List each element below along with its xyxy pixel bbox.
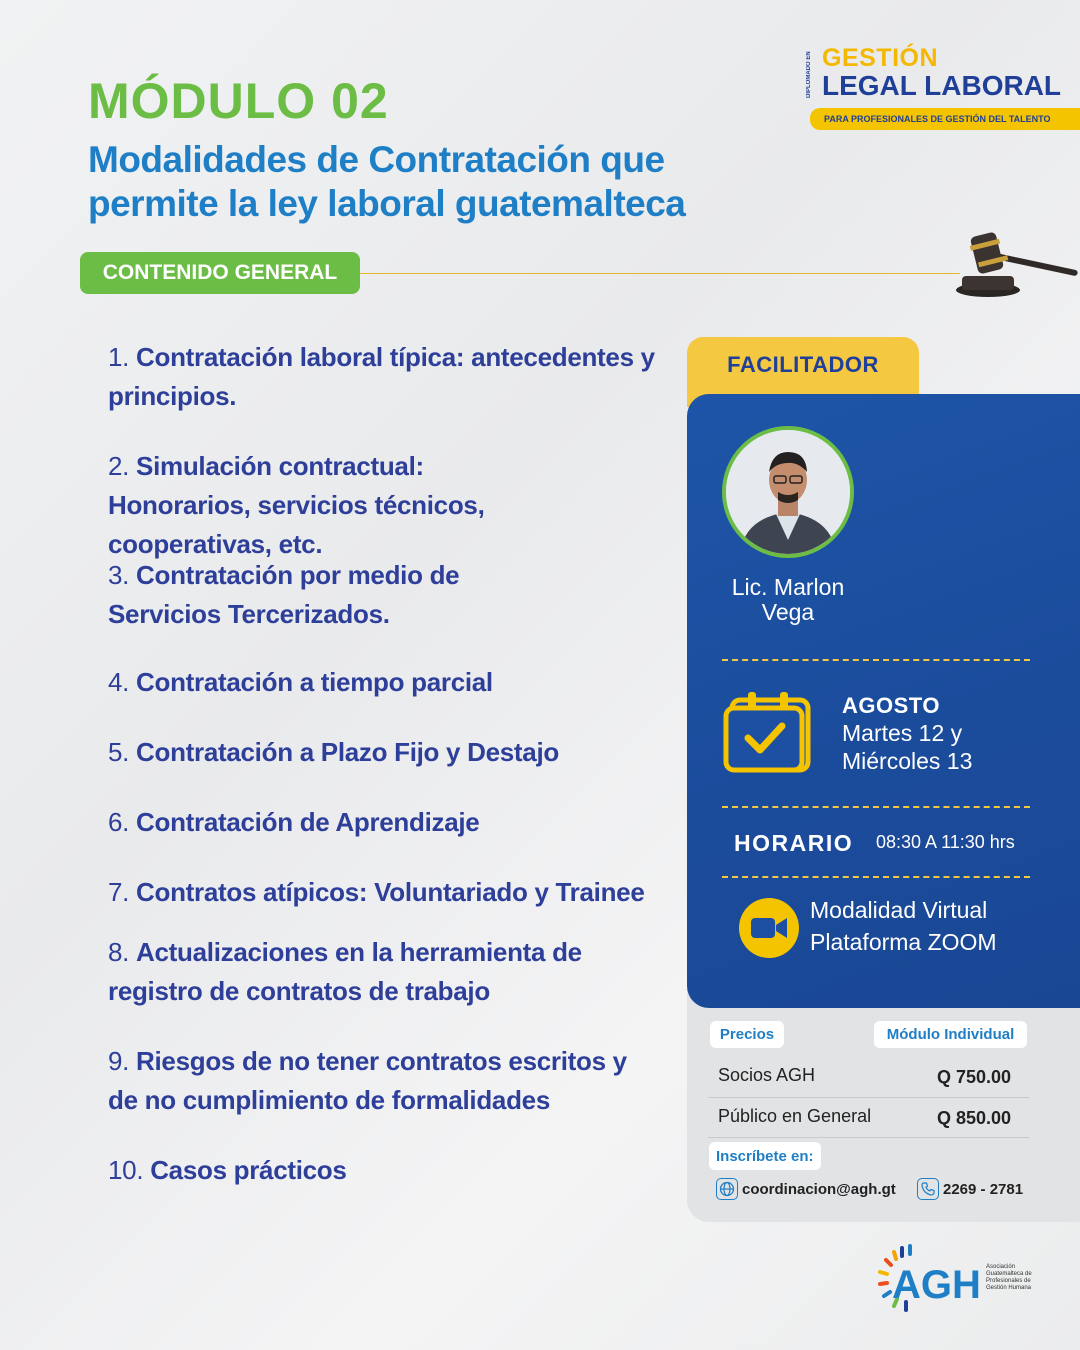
agh-logo-icon	[872, 1242, 982, 1318]
module-title: MÓDULO 02	[88, 73, 389, 129]
person-photo-icon	[726, 430, 850, 554]
price-value-members: Q 750.00	[937, 1067, 1012, 1087]
divider	[722, 876, 1030, 878]
modality-line-1: Modalidad Virtual	[810, 897, 988, 923]
module-individual-header: Módulo Individual	[874, 1021, 1027, 1048]
list-item: 2. Simulación contractual: Honorarios, servicios técnicos, cooperativas, etc.	[108, 451, 485, 559]
brand-tagline: PARA PROFESIONALES DE GESTIÓN DEL TALENTO	[810, 108, 1080, 130]
agh-logo-text: AGH	[892, 1263, 981, 1307]
event-days-line-2: Miércoles 13	[842, 748, 973, 774]
facilitator-label: FACILITADOR	[727, 352, 879, 377]
brand-diplomado: DIPLOMADO EN	[806, 51, 812, 99]
event-month: AGOSTO	[842, 693, 940, 718]
price-value-public: Q 850.00	[937, 1108, 1012, 1128]
list-item: 8. Actualizaciones en la herramienta de registro de contratos de trabajo	[108, 937, 582, 1006]
prices-header: Precios	[710, 1021, 784, 1048]
email-text: coordinacion@agh.gt	[742, 1180, 896, 1198]
facilitator-name	[700, 575, 876, 625]
brand-title-2: LEGAL LABORAL	[822, 70, 1062, 101]
schedule-label: HORARIO	[734, 830, 854, 856]
list-item: 1. Contratación laboral típica: antecedentes y principios.	[108, 342, 655, 411]
brand-title-1: GESTIÓN	[822, 44, 939, 72]
list-item: 9. Riesgos de no tener contratos escritos y de no cumplimiento de formalidades	[108, 1046, 627, 1115]
facilitator-name-line-2: Vega	[761, 599, 815, 625]
org-line-4: Gestión Humana	[986, 1285, 1032, 1291]
calendar-icon	[722, 690, 818, 778]
event-days-line-1: Martes 12 y	[842, 720, 963, 746]
avatar	[722, 426, 854, 558]
list-item: 4. Contratación a tiempo parcial	[108, 667, 493, 697]
list-item: 10. Casos prácticos	[108, 1155, 347, 1185]
org-name	[986, 1264, 1056, 1292]
price-divider	[708, 1097, 1029, 1098]
phone-icon	[917, 1178, 939, 1200]
list-item: 5. Contratación a Plazo Fijo y Destajo	[108, 737, 559, 767]
subtitle-line-2: permite la ley laboral guatemalteca	[88, 183, 686, 225]
org-line-1: Asociación	[986, 1264, 1016, 1270]
phone-link[interactable]	[917, 1178, 1023, 1200]
price-divider	[708, 1137, 1029, 1138]
modality-line-2: Plataforma ZOOM	[810, 929, 997, 955]
price-label-members: Socios AGH	[718, 1065, 816, 1085]
facilitator-name-line-1: Lic. Marlon	[731, 574, 845, 600]
list-item: 7. Contratos atípicos: Voluntariado y Trainee	[108, 877, 645, 907]
globe-icon	[716, 1178, 738, 1200]
org-line-3: Profesionales de	[986, 1278, 1031, 1284]
video-camera-icon	[739, 898, 799, 958]
phone-text: 2269 - 2781	[943, 1180, 1024, 1198]
org-line-2: Guatemalteca de	[986, 1271, 1032, 1277]
gavel-icon	[952, 226, 1080, 298]
section-label: CONTENIDO GENERAL	[80, 252, 360, 294]
list-item: 3. Contratación por medio de Servicios Tercerizados.	[108, 560, 460, 629]
subtitle-line-1: Modalidades de Contratación que	[88, 139, 665, 180]
register-label: Inscríbete en:	[709, 1142, 821, 1170]
email-link[interactable]	[716, 1178, 896, 1200]
divider	[722, 659, 1030, 661]
price-label-public: Público en General	[718, 1106, 872, 1126]
module-subtitle	[88, 138, 728, 227]
list-item: 6. Contratación de Aprendizaje	[108, 807, 480, 837]
schedule-time: 08:30 A 11:30 hrs	[876, 832, 1015, 852]
divider	[722, 806, 1030, 808]
section-divider	[360, 273, 960, 274]
